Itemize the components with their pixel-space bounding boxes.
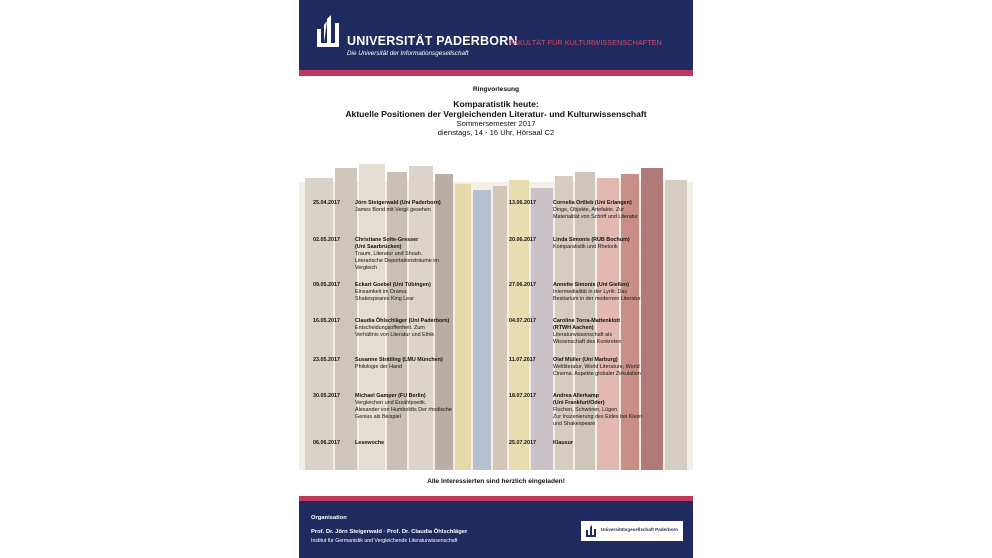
entry-topic-line: Cinema. Aspekte globaler Zirkulation (553, 371, 641, 377)
university-tagline: Die Universität der Informationsgesellschaft (347, 50, 469, 57)
entry-topic-line: Literaturwissenschaft als (553, 332, 613, 338)
entry-speaker: Cornelia Ortlieb (Uni Erlangen) (553, 200, 632, 206)
lecture-title-line1: Komparatistik heute: (453, 99, 539, 109)
lecture-poster (299, 0, 693, 558)
entry-topic-line: Bestiarium in der modernen Literatur (553, 296, 641, 302)
entry-topic-line: Literarische Deportationsträume im (355, 258, 439, 264)
entry-speaker: Eckart Goebel (Uni Tübingen) (355, 282, 431, 288)
lecture-title (299, 99, 693, 119)
poster-header (299, 0, 693, 70)
entry-speaker: Linda Simonis (RUB Bochum) (553, 237, 630, 243)
entry-topic-line: James Bond mit Vergil gesehen (355, 207, 431, 213)
entry-date: 27.06.2017 (509, 282, 536, 288)
entry-speaker: Olaf Müller (Uni Marburg) (553, 357, 618, 363)
entry-speaker: Caroline Torra-Mattenklott (553, 318, 620, 324)
faculty-name: FAKULTÄT FÜR KULTURWISSENSCHAFTEN (509, 38, 662, 47)
header-accent-stripe (299, 70, 693, 76)
sponsor-logo-icon (585, 524, 597, 538)
entry-speaker: Michael Gamper (FU Berlin) (355, 393, 426, 399)
entry-date: 20.06.2017 (509, 237, 536, 243)
entry-topic-line: Alexander von Humboldts Der rhodische (355, 407, 452, 413)
entry-topic-line: und Shakespeare (553, 421, 596, 427)
entry-affiliation: (RTWH Aachen) (553, 325, 594, 331)
entry-speaker: Susanne Strätling (LMU München) (355, 357, 443, 363)
entry-topic-line: Komparatistik und Rhetorik (553, 244, 618, 250)
entry-date: 30.05.2017 (313, 393, 340, 399)
entry-date: 02.05.2017 (313, 237, 340, 243)
sponsor-logo-text: Universitätsgesellschaft Paderborn (601, 527, 679, 532)
entry-speaker: Claudia Öhlschläger (Uni Paderborn) (355, 318, 450, 324)
entry-topic-line: Vergleichen und Erzählpoetik. (355, 400, 427, 406)
entry-topic-line: Vergleich (355, 265, 378, 271)
entry-date: 25.04.2017 (313, 200, 340, 206)
semester: Sommersemester 2017 (456, 119, 536, 128)
entry-date: 11.07.2017 (509, 357, 536, 363)
entry-speaker: Christiane Solte-Gresser (355, 237, 419, 243)
entry-date: 16.05.2017 (313, 318, 340, 324)
entry-topic-line: Dinge, Objekte, Artefakte. Zur (553, 207, 625, 213)
entry-topic-line: Genius als Beispiel (355, 414, 401, 420)
entry-speaker: Lesewoche (355, 440, 385, 446)
university-name: UNIVERSITÄT PADERBORN (347, 34, 518, 48)
entry-affiliation: (Uni Saarbrücken) (355, 244, 402, 250)
entry-date: 06.06.2017 (313, 440, 340, 446)
sponsor-logo (581, 521, 683, 541)
entry-topic-line: Verhältnis von Literatur und Ethik (355, 332, 435, 338)
lecture-title-line2: Aktuelle Positionen der Vergleichenden Literatur- und Kulturwissenschaft (345, 109, 647, 119)
organisation-heading: Organisation (311, 515, 347, 521)
entry-topic-line: Wissenschaft des Konkreten (553, 339, 622, 345)
entry-topic-line: Einsamkeit im Drama: (355, 289, 408, 295)
entry-speaker: Andrea Allerkamp (553, 393, 599, 399)
entry-date: 04.07.2017 (509, 318, 536, 324)
entry-topic-line: Philologie der Hand (355, 364, 403, 370)
entry-topic-line: Entscheidungsoffenheit. Zum (355, 325, 425, 331)
entry-topic-line: Zur Inszenierung des Eides bei Kleist (553, 414, 642, 420)
university-logo-icon (311, 9, 343, 51)
entry-date: 25.07.2017 (509, 440, 536, 446)
entry-topic-line: Intermedialität in der Lyrik: Das (553, 289, 628, 295)
entry-speaker: Klausur (553, 440, 574, 446)
entry-speaker: Jörn Steigerwald (Uni Paderborn) (355, 200, 441, 206)
entry-topic-line: Materialität von Schrift und Literatur (553, 214, 639, 220)
entry-topic-line: Weltliteratur, World Literature, World (553, 364, 640, 370)
time-and-place: dienstags, 14 - 16 Uhr, Hörsaal C2 (437, 128, 555, 137)
series-type: Ringvorlesung (472, 86, 520, 93)
entry-affiliation: (Uni Frankfurt/Oder) (553, 400, 605, 406)
entry-date: 09.05.2017 (313, 282, 340, 288)
entry-topic-line: Shakespeares King Lear (355, 296, 415, 302)
entry-date: 18.07.2017 (509, 393, 536, 399)
entry-date: 23.05.2017 (313, 357, 340, 363)
poster-footer (299, 501, 693, 558)
entry-date: 13.06.2017 (509, 200, 536, 206)
lecture-intro (299, 86, 693, 137)
entry-topic-line: Fluchen, Schwören, Lügen. (553, 407, 619, 413)
entry-topic-line: Traum, Literatur und Shoah. (355, 251, 423, 257)
organiser-names: Prof. Dr. Jörn Steigerwald · Prof. Dr. Claudia Öhlschläger (311, 529, 468, 535)
entry-speaker: Annette Simonis (Uni Gießen) (553, 282, 630, 288)
organiser-institute: Institut für Germanistik und Vergleichende Literaturwissenschaft (311, 538, 458, 544)
invitation-text: Alle Interessierten sind herzlich eingeladen! (427, 478, 565, 485)
